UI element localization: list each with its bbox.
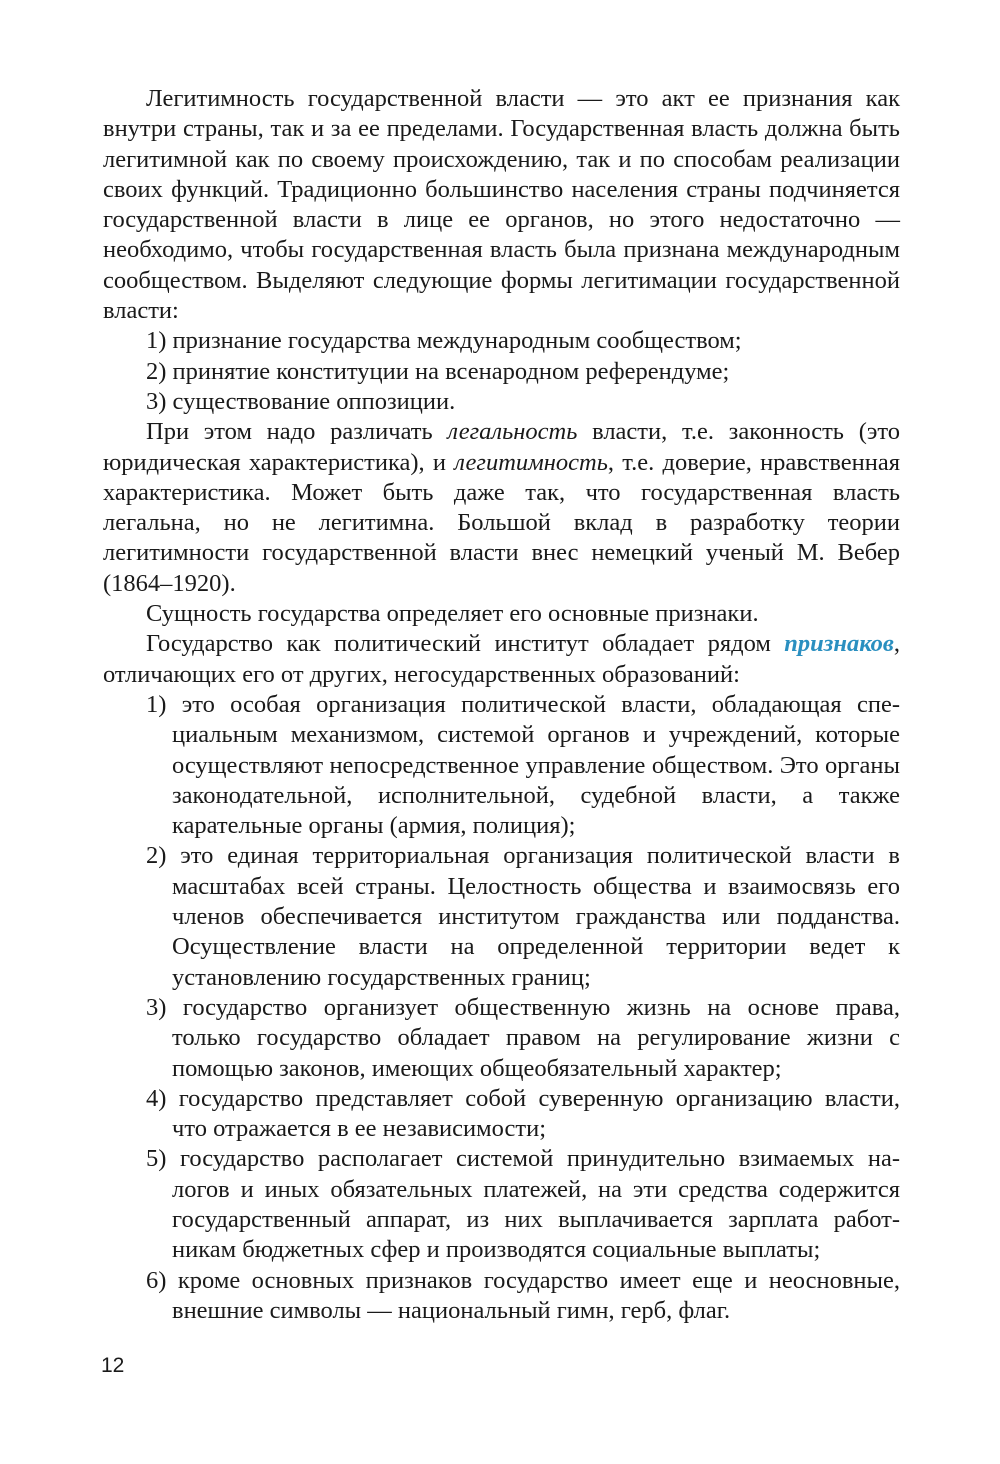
distinction-text-after: , т.е. доверие, нравственная характеристика. Может быть даже так, что государственная власть легальна, но не легитимна. Большой вклад в разработку теории легитимности государственной власти внес немецкий ученый М. Вебер (1864–1920). (103, 448, 900, 597)
paragraph-essence: Сущность государства определяет его основные признаки. (146, 600, 759, 628)
legitimation-form-item: 2) принятие конституции на всенародном референдуме; (146, 357, 730, 385)
paragraph-legitimacy: Легитимность государственной власти — это акт ее признания как внутри страны, так и за ее пределами. Государственная власть должна быть легитимной как по своему происхождению, так и по способам реализации своих функций. Традиционно большинство населения страны подчиняется государственной власти в лице ее органов, но этого недостаточно — необходимо, чтобы государственная власть была признана международным сообществом. Выделяют следующие формы легитимации государственной власти: (103, 85, 900, 325)
feature-list-item: 5) государство располагает системой принудительно взимаемых налогов и иных обязательных платежей, на эти средства содержится государственный аппарат, из них выплачивается зарплата работникам бюджетных сфер и производятся социальные выплаты; (146, 1145, 900, 1264)
features-text-before: Государство как политический институт обладает рядом (146, 630, 785, 658)
term-legitimacy: легитимность (454, 448, 608, 476)
features-text-after: , отличающих его от других, негосударственных образований: (103, 630, 900, 688)
feature-list-item: 2) это единая территориальная организация политической власти в масштабах всей страны. Целостность общества и взаимосвязь его членов обеспечивается институтом гражданства или подданства. Осуществление власти на определенной территории ведет к установлению государственных границ; (146, 842, 900, 991)
page-body (103, 84, 900, 1326)
feature-list-item: 1) это особая организация политической власти, обладающая специальным механизмом, системой органов и учреждений, которые осуществляют непосредственное управление обществом. Это органы законодательной, исполнительной, судебной власти, а также карательные органы (армия, полиция); (146, 690, 900, 840)
legitimation-form-item: 1) признание государства международным сообществом; (146, 327, 742, 355)
term-features-link[interactable]: признаков (784, 630, 894, 658)
paragraph-distinction (103, 417, 900, 599)
feature-list-item: 6) кроме основных признаков государство имеет еще и неосновные, внешние символы — национальный гимн, герб, флаг. (146, 1266, 900, 1324)
distinction-text-before: При этом надо различать (146, 418, 448, 446)
legitimation-form-item: 3) существование оппозиции. (146, 387, 456, 415)
feature-list-item: 4) государство представляет собой суверенную организацию власти, что отражается в ее независимости; (146, 1084, 900, 1143)
feature-list-item: 3) государство организует общественную жизнь на основе права, только государство обладает правом на регулирование жизни с помощью законов, имеющих общеобязательный характер; (146, 993, 900, 1082)
page-number: 12 (101, 1354, 125, 1377)
distinction-text-middle: власти, т.е. законность (это юридическая характеристика), и (103, 418, 900, 476)
paragraph-features-intro (103, 629, 900, 690)
term-legality: легальность (447, 418, 578, 446)
